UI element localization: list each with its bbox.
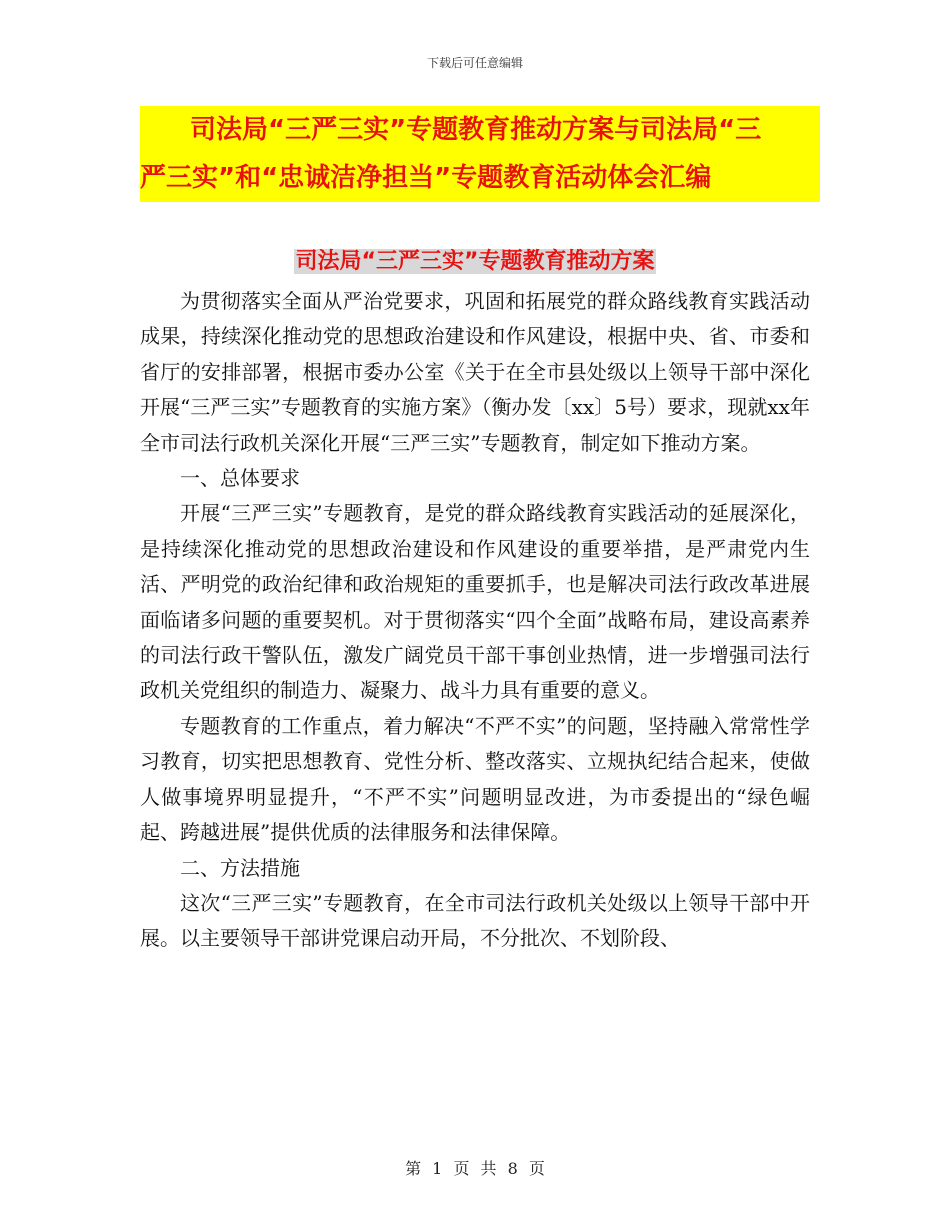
body-paragraph: 专题教育的工作重点，着力解决“不严不实”的问题，坚持融入常常性学习教育，切实把思想教育、党性分析、整改落实、立规执纪结合起来，使做人做事境界明显提升，“不严不实”问题明显改进，为市委提出的“绿色崛起、跨越进展”提供优质的法律服务和法律保障。 xyxy=(140,713,810,845)
body-paragraph: 开展“三严三实”专题教育，是党的群众路线教育实践活动的延展深化，是持续深化推动党的思想政治建设和作风建设的重要举措，是严肃党内生活、严明党的政治纪律和政治规矩的重要抓手，也是解决司法行政改革进展面临诸多问题的重要契机。对于贯彻落实“四个全面”战略布局，建设高素养的司法行政干警队伍，激发广阔党员干部干事创业热情，进一步增强司法行政机关党组织的制造力、凝聚力、战斗力具有重要的意义。 xyxy=(140,501,810,703)
section-title xyxy=(0,244,950,280)
page-header-note: 下载后可任意编辑 xyxy=(426,56,523,70)
page-number: 第 1 页 共 8 页 xyxy=(405,1159,545,1178)
document-title-line-1: 司法局“三严三实”专题教育推动方案与司法局“三 xyxy=(190,115,762,145)
section-heading-general-requirements: 一、总体要求 xyxy=(180,466,300,491)
body-paragraph: 为贯彻落实全面从严治党要求，巩固和拓展党的群众路线教育实践活动成果，持续深化推动党的思想政治建设和作风建设，根据中央、省、市委和省厅的安排部署，根据市委办公室《关于在全市县处级以上领导干部中深化开展“三严三实”专题教育的实施方案》（衡办发〔xx〕5号）要求，现就xx年全市司法行政机关深化开展“三严三实”专题教育，制定如下推动方案。 xyxy=(140,289,810,455)
section-title-text: 司法局“三严三实”专题教育推动方案 xyxy=(295,249,655,274)
document-title xyxy=(140,106,820,202)
document-body xyxy=(140,284,810,957)
body-paragraph: 这次“三严三实”专题教育，在全市司法行政机关处级以上领导干部中开展。以主要领导干部讲党课启动开局，不分批次、不划阶段、 xyxy=(140,890,810,951)
section-heading-methods: 二、方法措施 xyxy=(180,855,300,880)
document-title-line-2: 严三实”和“忠诚洁净担当”专题教育活动体会汇编 xyxy=(140,163,712,193)
